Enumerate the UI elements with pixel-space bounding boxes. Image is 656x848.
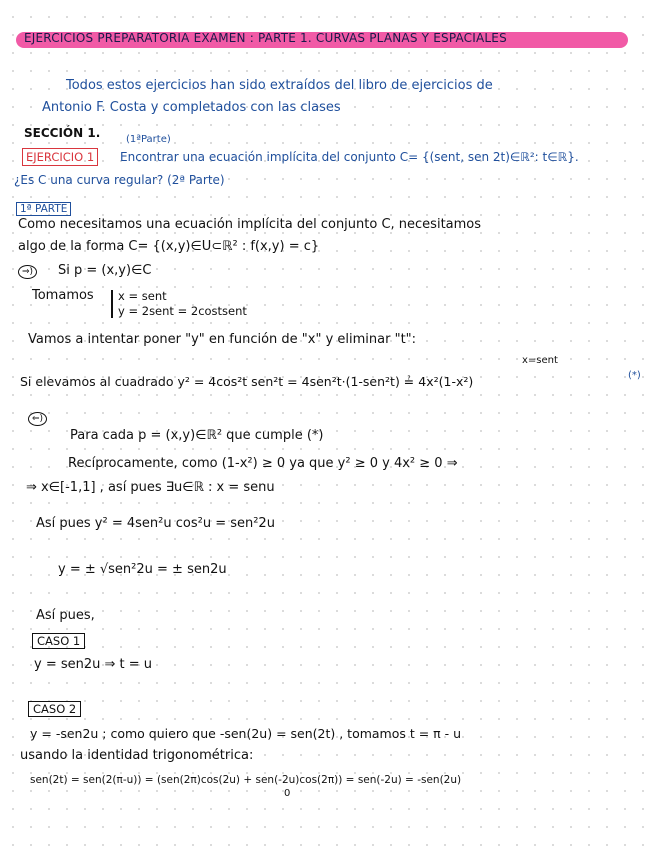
paragraph-1-line-2: algo de la forma C= {(x,y)∈U⊂ℝ² : f(x,y) = c} <box>18 239 320 254</box>
paragraph-3: Vamos a intentar poner "y" en función de "x" y eliminar "t": <box>28 332 417 347</box>
paragraph-5: Para cada p = (x,y)∈ℝ² que cumple (*) <box>70 428 324 443</box>
reverse-implication-tag: ⇐) <box>28 412 47 426</box>
forward-implication-tag: ⇒) <box>18 265 37 279</box>
part-tag: 1ª PARTE <box>16 202 71 216</box>
tomamos-label: Tomamos <box>32 288 94 303</box>
star-mark: (*) <box>628 370 641 381</box>
section-heading: SECCIÓN 1. <box>24 126 101 140</box>
case-2-label: CASO 2 <box>28 701 81 717</box>
page-title: EJERCICIOS PREPARATORIA EXAMEN : PARTE 1. CURVAS PLANAS Y ESPACIALES <box>24 31 507 45</box>
x-sent-note: x=sent <box>522 355 558 366</box>
paragraph-7: ⇒ x∈[-1,1] , así pues ∃u∈ℝ : x = senu <box>26 480 275 495</box>
system-x: x = sent <box>118 289 167 303</box>
parte-note: (1ªParte) <box>126 134 171 145</box>
system-brace <box>111 290 113 318</box>
case-1-equation: y = sen2u ⇒ t = u <box>34 657 153 672</box>
system-y: y = 2sent = 2costsent <box>118 304 247 318</box>
paragraph-4: Si elevamos al cuadrado y² = 4cos²t sen²t = 4sen²t·(1-sen²t) ≟ 4x²(1-x²) <box>20 374 474 389</box>
case-2-equation: y = -sen2u ; como quiero que -sen(2u) = sen(2t) , tomamos t = π - u <box>30 726 462 741</box>
case-2-line-2: usando la identidad trigonométrica: <box>20 748 254 763</box>
intro-line-1: Todos estos ejercicios han sido extraídos del libro de ejercicios de <box>66 78 493 93</box>
case-1-label: CASO 1 <box>32 633 85 649</box>
exercise-label: EJERCICIO 1 <box>22 148 98 166</box>
intro-line-2: Antonio F. Costa y completados con las clases <box>42 100 341 115</box>
case-2-line-3: sen(2t) = sen(2(π-u)) = (sen(2π)cos(2u) + sen(-2u)cos(2π)) = sen(-2u) = -sen(2u) <box>30 774 462 786</box>
paragraph-8: Así pues y² = 4sen²u cos²u = sen²2u <box>36 516 275 531</box>
zero-note: 0 <box>284 788 291 799</box>
paragraph-1-line-1: Como necesitamos una ecuación implícita del conjunto C, necesitamos <box>18 217 482 232</box>
paragraph-9: y = ± √sen²2u = ± sen2u <box>58 562 227 577</box>
exercise-text: Encontrar una ecuación implícita del conjunto C= {(sent, sen 2t)∈ℝ²: t∈ℝ}. <box>120 150 579 164</box>
paragraph-6: Recíprocamente, como (1-x²) ≥ 0 ya que y² ≥ 0 y 4x² ≥ 0 ⇒ <box>68 456 458 471</box>
paragraph-2: Si p = (x,y)∈C <box>58 263 152 278</box>
paragraph-10: Así pues, <box>36 608 95 623</box>
exercise-question: ¿Es C una curva regular? (2ª Parte) <box>14 173 225 187</box>
